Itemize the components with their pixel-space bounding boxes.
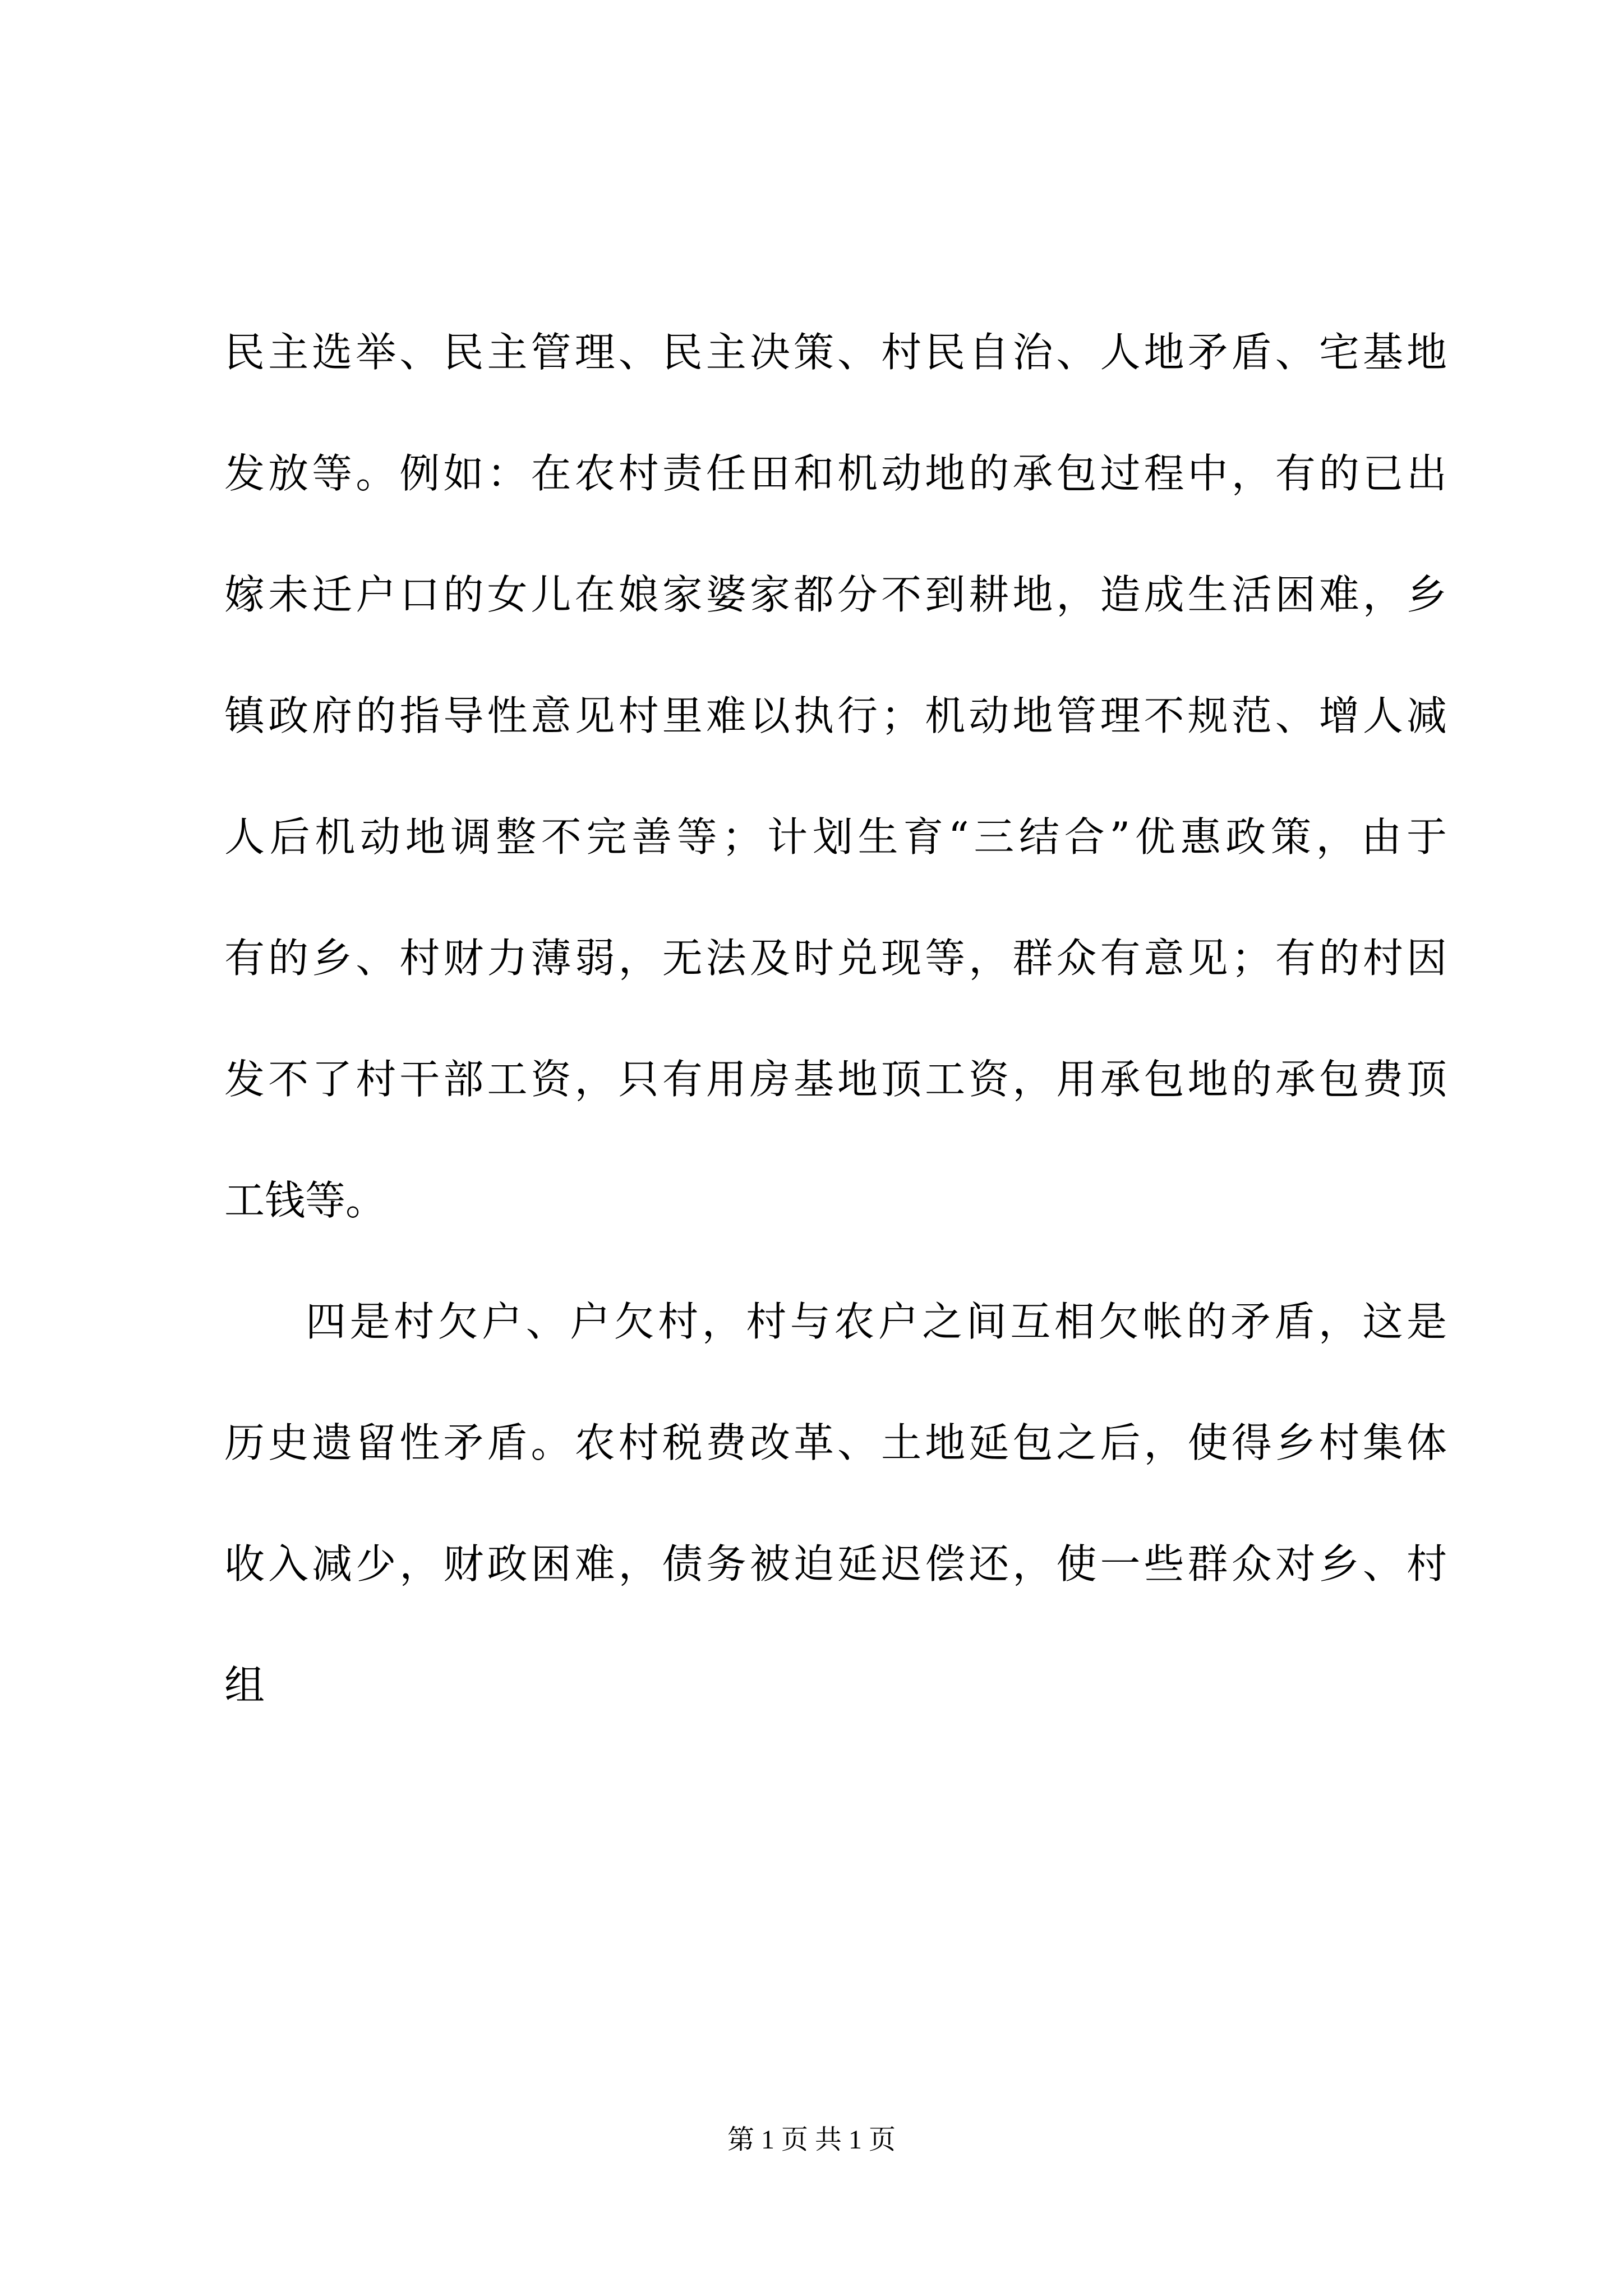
paragraph-2 (224, 1261, 1447, 1746)
page-number: 第 1 页 共 1 页 (727, 2125, 896, 2155)
text-line: 镇政府的指导性意见村里难以执行；机动地管理不规范、增人减 (224, 692, 1447, 739)
text-line: 工钱等。 (224, 1177, 386, 1224)
document-body (224, 292, 1447, 1746)
text-line: 历史遗留性矛盾。农村税费改革、土地延包之后，使得乡村集体 (224, 1419, 1447, 1466)
text-line: 民主选举、民主管理、民主决策、村民自治、人地矛盾、宅基地 (224, 329, 1447, 376)
text-line: 发放等。例如：在农村责任田和机动地的承包过程中，有的已出 (224, 450, 1447, 497)
page-footer (0, 2123, 1623, 2157)
text-line: 发不了村干部工资，只有用房基地顶工资，用承包地的承包费顶 (224, 1056, 1447, 1103)
text-line: 四是村欠户、户欠村，村与农户之间互相欠帐的矛盾，这是 (306, 1298, 1447, 1345)
text-line: 人后机动地调整不完善等；计划生育“三结合”优惠政策，由于 (224, 813, 1447, 861)
text-line: 组 (224, 1662, 265, 1709)
text-line: 收入减少，财政困难，债务被迫延迟偿还，使一些群众对乡、村 (224, 1540, 1447, 1588)
text-line: 嫁未迁户口的女儿在娘家婆家都分不到耕地，造成生活困难，乡 (224, 571, 1447, 618)
text-line: 有的乡、村财力薄弱，无法及时兑现等，群众有意见；有的村因 (224, 935, 1447, 982)
paragraph-1 (224, 292, 1447, 1261)
